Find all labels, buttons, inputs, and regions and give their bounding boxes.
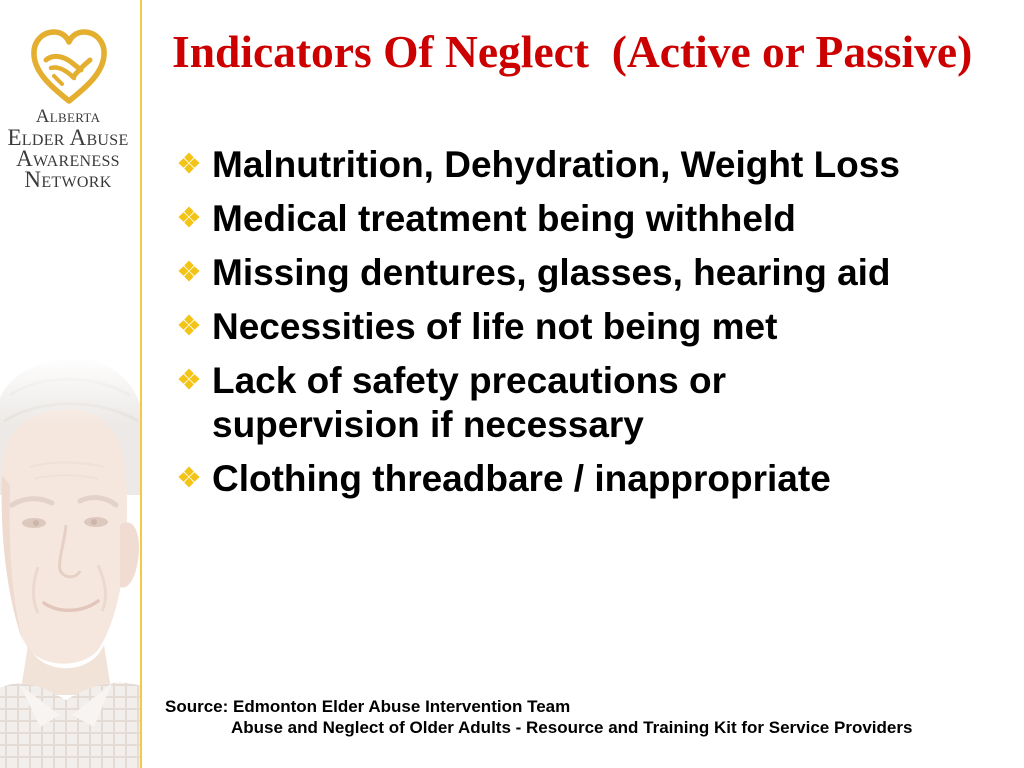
diamond-bullet-icon: [178, 260, 200, 282]
diamond-bullet-icon: [178, 206, 200, 228]
logo-line-elder-abuse: Elder Abuse: [7, 125, 129, 150]
bullet-list: [178, 143, 1008, 511]
logo-line-alberta: Alberta: [35, 106, 101, 127]
sidebar: [0, 0, 140, 768]
bullet-text: Necessities of life not being met: [212, 306, 778, 347]
bullet-text: Malnutrition, Dehydration, Weight Loss: [212, 144, 900, 185]
logo-line-network: Network: [24, 167, 112, 192]
logo-wordmark: [0, 106, 136, 190]
source-citation: [165, 696, 912, 738]
bullet-item: [178, 359, 1008, 447]
bullet-text: Lack of safety precautions or supervision if necessary: [212, 360, 727, 445]
bullet-item: [178, 305, 1008, 349]
slide-title: Indicators Of Neglect (Active or Passive): [172, 26, 973, 77]
diamond-bullet-icon: [178, 152, 200, 174]
vertical-divider: [140, 0, 142, 768]
source-line-2: Abuse and Neglect of Older Adults - Resource and Training Kit for Service Providers: [231, 718, 913, 737]
portrait-photo: [0, 355, 140, 768]
diamond-bullet-icon: [178, 368, 200, 390]
heart-hands-logo-icon: [28, 27, 110, 107]
bullet-item: [178, 251, 1008, 295]
diamond-bullet-icon: [178, 314, 200, 336]
bullet-item: [178, 143, 1008, 187]
bullet-item: [178, 197, 1008, 241]
diamond-bullet-icon: [178, 466, 200, 488]
bullet-text: Medical treatment being withheld: [212, 198, 796, 239]
logo-line-awareness: Awareness: [16, 146, 120, 171]
bullet-text: Clothing threadbare / inappropriate: [212, 458, 831, 499]
bullet-item: [178, 457, 1008, 501]
bullet-text: Missing dentures, glasses, hearing aid: [212, 252, 891, 293]
portrait-shirt: [0, 683, 140, 768]
portrait-face: [2, 409, 139, 664]
source-line-1: Source: Edmonton Elder Abuse Intervention Team: [165, 697, 571, 716]
